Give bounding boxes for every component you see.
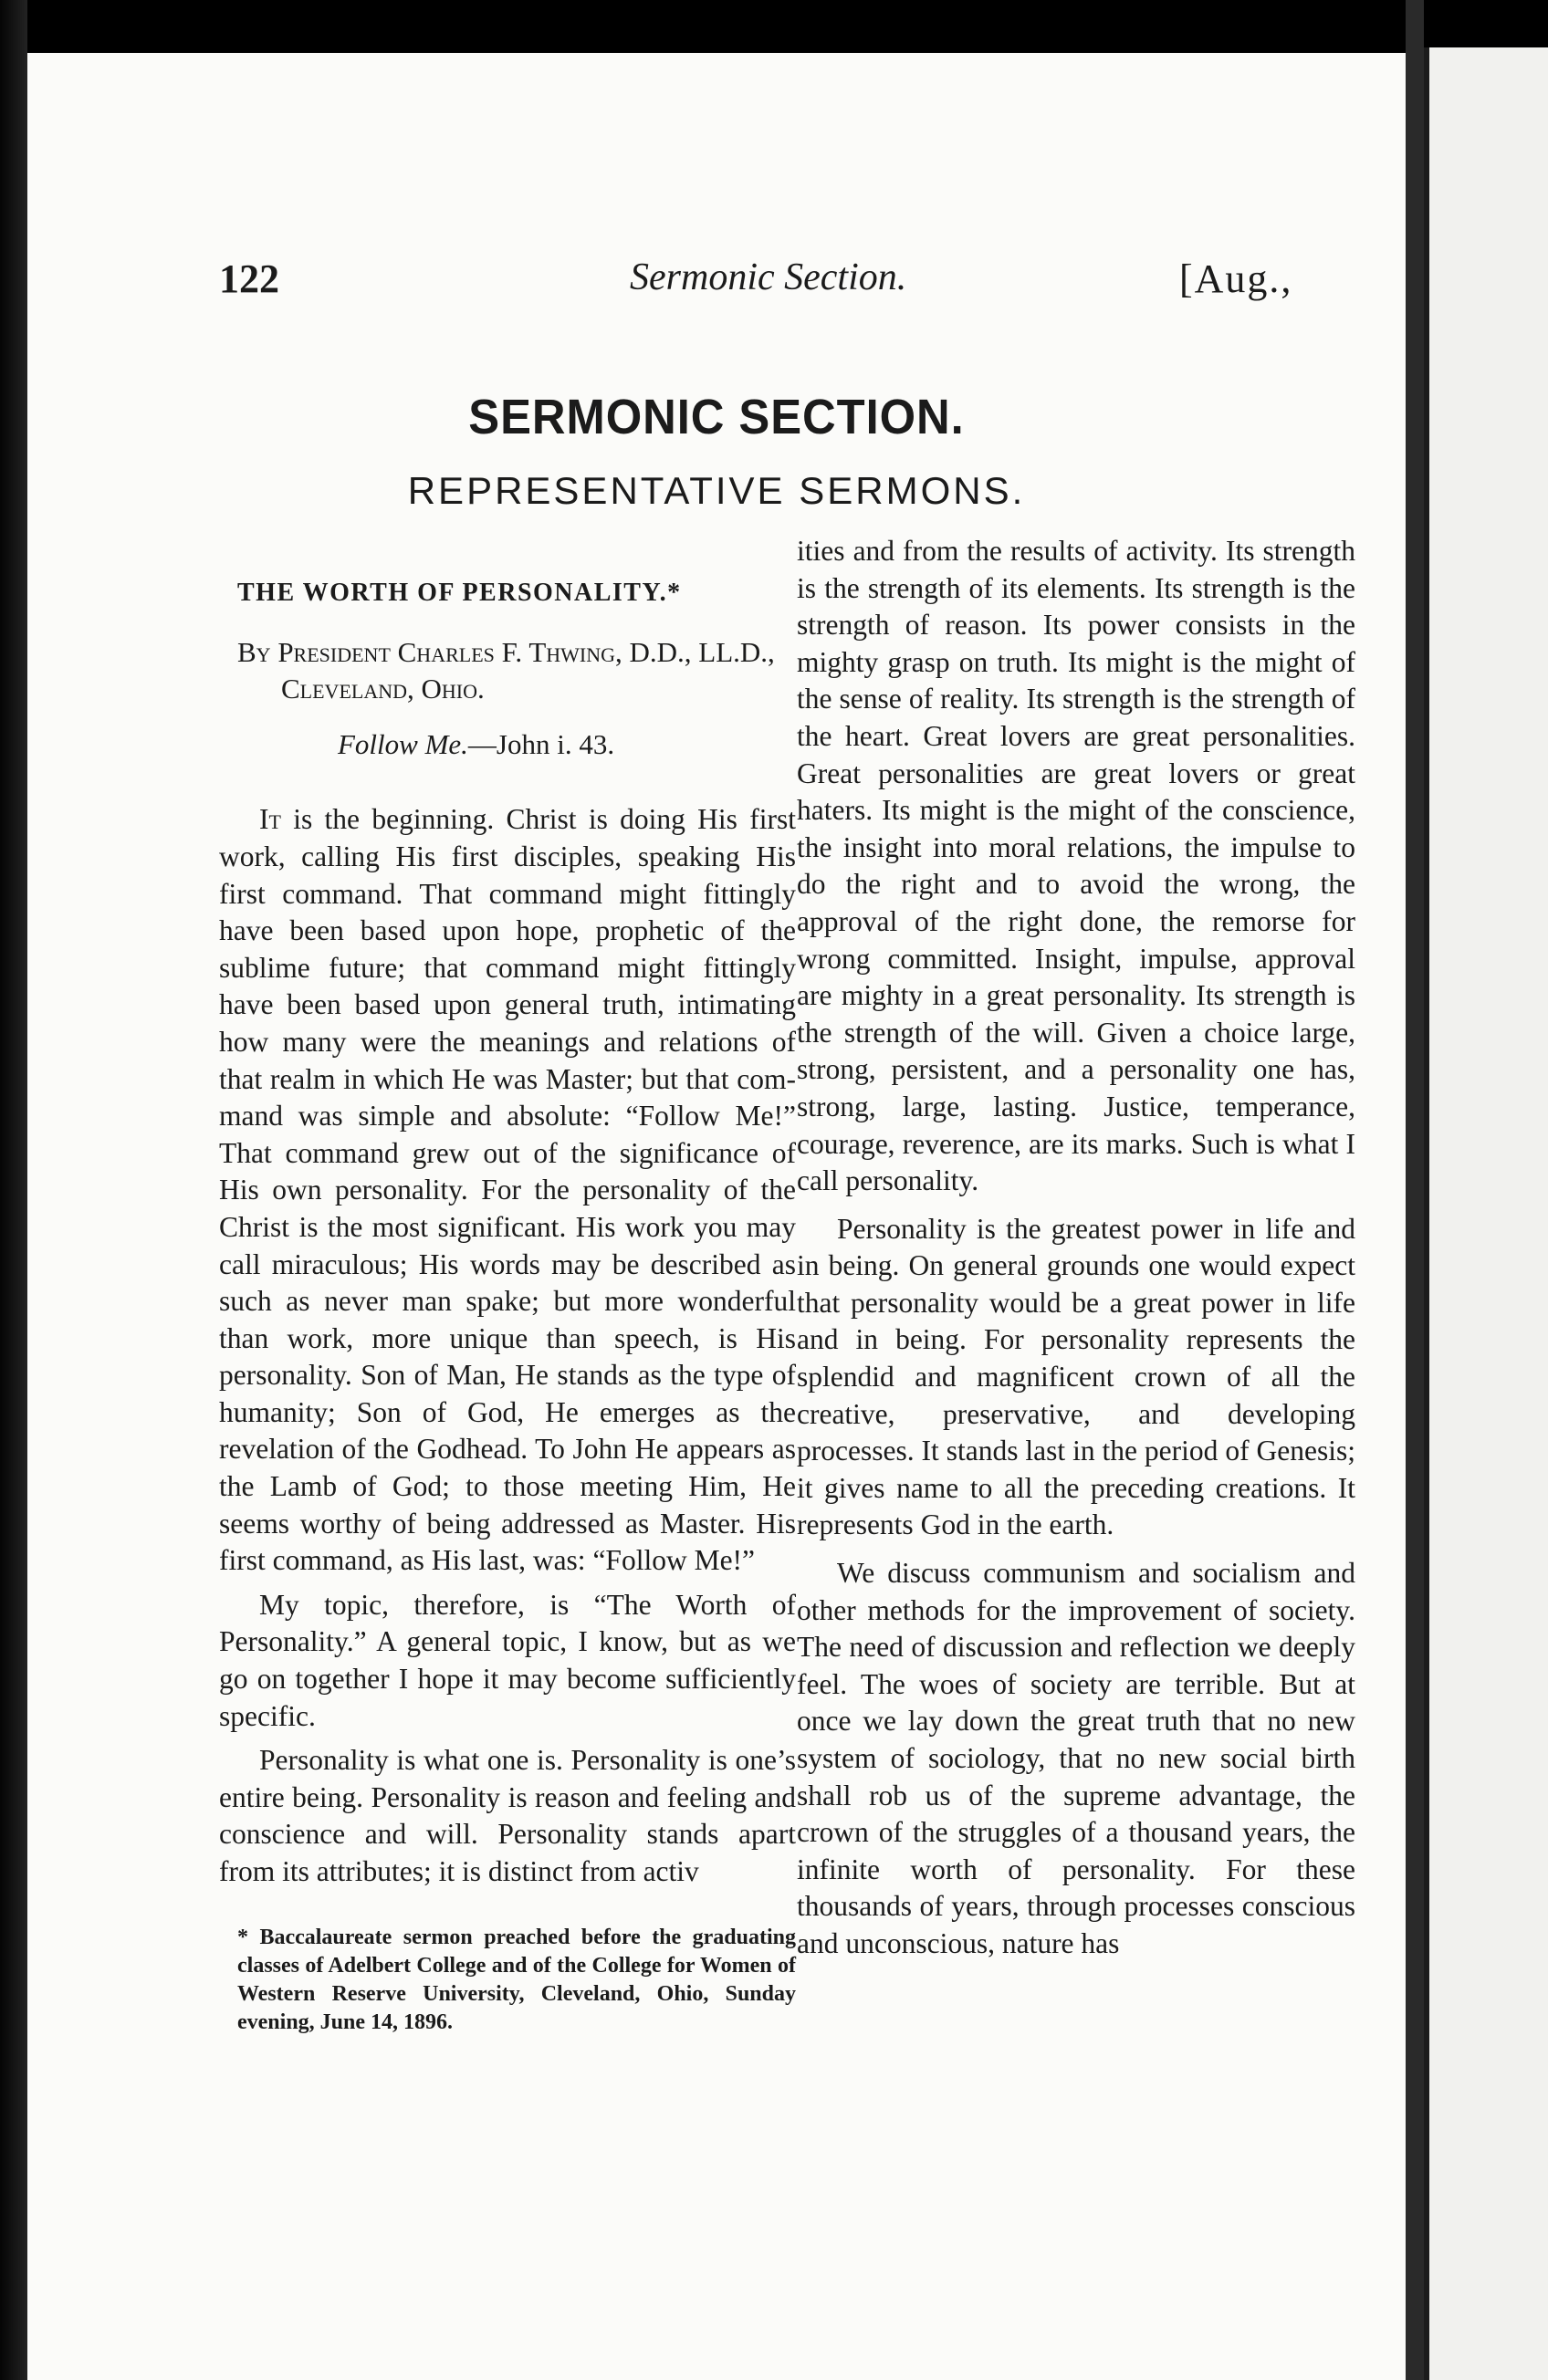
page-gutter [1406,0,1424,2380]
sermon-title: THE WORTH OF PERSONALITY.* [237,579,682,607]
paragraph-3-continued: ities and from the results of activity. Its strength is the strength of its elements. Its strength is the strength of reason. Its power consists in the mighty grasp on truth. Its might is the might of the sense of reality. Its strength is the strength of the heart. Great lovers are great personalities. Great personalities are great lovers or great haters. Its might is the might of the conscience, the insight into moral relations, the impulse to do the right and to avoid the wrong, the approval of the right done, the remorse for wrong committed. Insight, impulse, approval are mighty in a great personality. Its strength is the strength of the will. Given a choice large, strong, persistent, and a personality one has, strong, large, lasting. Justice, temperance, courage, reverence, are its marks. Such is what I call personality. [797,535,1355,1197]
section-title: SERMONIC SECTION. [468,390,965,444]
scripture-citation: —John i. 43. [467,727,615,760]
running-issue-month: [Aug., [1179,256,1293,301]
paragraph-3: Personality is what one is. Personality is one’s entire being. Personality is reason and feeling and conscience and will. Personality stands apart from its attributes; it is distinct from activ [219,1744,796,1887]
paragraph-4: Personality is the greatest power in life and in being. On general grounds one would expect that personality would be a great power in life and in being. For personality represents the splendid and magnificent crown of all the creative, preservative, and developing processes. It stands last in the period of Genesis; it gives name to all the preceding creations. It represents God in the earth. [797,1212,1355,1541]
left-column [219,555,796,2037]
section-subtitle: REPRESENTATIVE SERMONS. [407,469,1026,512]
scripture-text [338,726,796,764]
adjacent-page-border [1424,47,1429,2380]
right-column [797,533,1355,1974]
adjacent-page-edge [1424,47,1548,2380]
book-page [27,53,1406,2380]
footnote: * Baccalaureate sermon preached before the graduating classes of Adelbert College and of the College for Women of Western Reserve University, Cleveland, Ohio, Sunday evening, June 14, 1896. [237,1925,796,2034]
paragraph-1 [219,801,796,1579]
paragraph-5: We discuss communism and socialism and other methods for the improvement of society. The need of discussion and reflection we deeply feel. The woes of society are terrible. But at once we lay down the great truth that no new system of sociology, that no new social birth shall rob us of the supreme advantage, the crown of the struggles of a thousand years, the infinite worth of personality. For these thousands of years, through processes conscious and unconscious, nature has [797,1557,1355,1959]
running-section-title: Sermonic Section. [630,256,907,298]
paragraph-1-text: is the beginning. Christ is doing His first work, calling His first disciples, speaking His first command. That command might fittingly have been based upon hope, prophetic of the sublime future; that command might fittingly have been based upon general truth, intimating how many were the meanings and relations of that realm in which He was Master; but that command was simple and absolute: “Follow Me!” That command grew out of the significance of His own personality. For the personality of the Christ is the most significant. His work you may call miraculous; His words may be described as such as never man spake; but more wonderful than work, more unique than speech, is His personality. Son of Man, He stands as the type of humanity; Son of God, He emerges as the revelation of the Godhead. To John He appears as the Lamb of God; to those meeting Him, He seems worthy of being addressed as Master. His first command, as His last, was: “Follow Me!” [219,803,796,1577]
paragraph-1-first-word: It [259,803,281,836]
paragraph-2: My topic, therefore, is “The Worth of Personality.” A general topic, I know, but as we go on together I hope it may become sufficiently specific. [219,1588,796,1732]
scripture-quote: Follow Me. [338,727,468,760]
sermon-byline: By President Charles F. Thwing, D.D., LL.D., Cleveland, Ohio. [237,635,775,705]
page-number: 122 [219,256,279,301]
book-spine-shadow [0,0,27,2380]
